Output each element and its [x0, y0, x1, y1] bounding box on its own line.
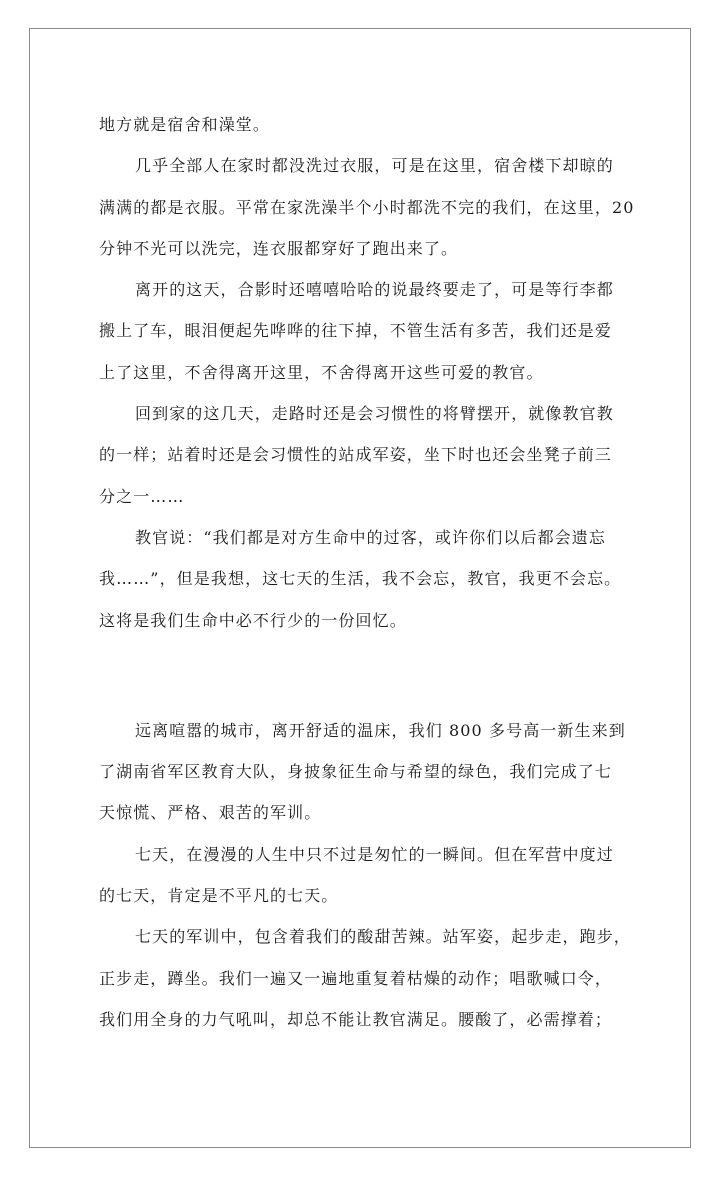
paragraph-habits [99, 393, 635, 517]
text-line: 七天，在漫漫的人生中只不过是匆忙的一瞬间。但在军营中度过 [135, 844, 614, 864]
paragraph-training [99, 916, 635, 1040]
paragraph-intro [99, 710, 635, 834]
text-line: 了湖南省军区教育大队，身披象征生命与希望的绿色，我们完成了七 [99, 762, 613, 782]
document-body [99, 104, 635, 1040]
text-line: 的七天，肯定是不平凡的七天。 [99, 886, 339, 906]
text-line: 搬上了车，眼泪便起先哗哗的往下掉，不管生活有多苦，我们还是爱 [99, 321, 613, 341]
paragraph-instructor-quote [99, 517, 635, 641]
text-line: 分之一…… [99, 486, 185, 506]
paragraph-departure [99, 269, 635, 393]
paragraph-seven-days [99, 834, 635, 917]
text-line: 上了这里，不舍得离开这里，不舍得离开这些可爱的教官。 [99, 362, 544, 382]
text-line: 这将是我们生命中必不行少的一份回忆。 [99, 610, 407, 630]
paragraph-laundry [99, 145, 635, 269]
text-line: 分钟不光可以洗完，连衣服都穿好了跑出来了。 [99, 238, 459, 258]
text-line: 几乎全部人在家时都没洗过衣服，可是在这里，宿舍楼下却晾的 [135, 156, 614, 176]
text-line: 地方就是宿舍和澡堂。 [99, 115, 271, 134]
text-line: 我们用全身的力气吼叫，却总不能让教官满足。腰酸了，必需撑着； [99, 1009, 613, 1029]
text-line: 回到家的这几天，走路时还是会习惯性的将臂摆开，就像教官教 [135, 404, 614, 424]
text-line: 正步走，蹲坐。我们一遍又一遍地重复着枯燥的动作；唱歌喊口令， [99, 968, 613, 988]
paragraph-continuation [99, 104, 635, 145]
text-line: 教官说：“我们都是对方生命中的过客，或许你们以后都会遗忘 [135, 527, 606, 547]
text-line: 我……”，但是我想，这七天的生活，我不会忘，教官，我更不会忘。 [99, 569, 622, 589]
text-line: 满满的都是衣服。平常在家洗澡半个小时都洗不完的我们，在这里，20 [99, 197, 635, 217]
text-line: 离开的这天，合影时还嘻嘻哈哈的说最终要走了，可是等行李都 [135, 280, 614, 300]
text-line: 远离喧嚣的城市，离开舒适的温床，我们 800 多号高一新生来到 [135, 720, 626, 740]
section-gap [99, 641, 635, 710]
text-line: 的一样；站着时还是会习惯性的站成军姿，坐下时也还会坐凳子前三 [99, 445, 613, 465]
text-line: 七天的军训中，包含着我们的酸甜苦辣。站军姿，起步走，跑步， [135, 927, 631, 947]
text-line: 天惊慌、严格、艰苦的军训。 [99, 803, 322, 823]
